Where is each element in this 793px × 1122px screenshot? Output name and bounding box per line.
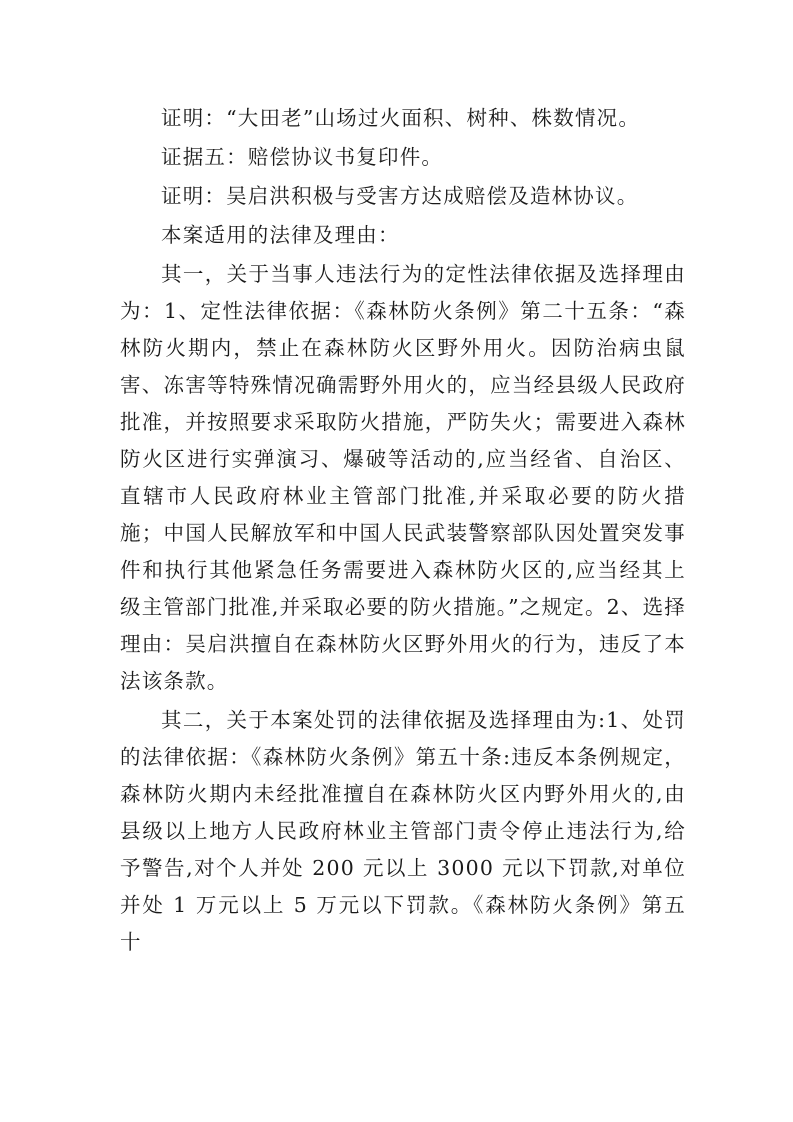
applicable-law-heading: 本案适用的法律及理由： (161, 223, 400, 247)
legal-basis-paragraph-2: 其二，关于本案处罚的法律依据及选择理由为:1、处罚的法律依据：《森林防火条例》第五十条:违反本条例规定，森林防火期内未经批准擅自在森林防火区内野外用火的,由县级以上地方人民政府林业主管部门责令停止违法行为,给予警告,对个人并处 200 元以上 3000 元以下罚款,对单位并处 1 万元以上 5 万元以下罚款。《森林防火条例》第五十 (120, 708, 686, 954)
evidence-5-paragraph: 证据五：赔偿协议书复印件。 (161, 145, 444, 169)
document-body (120, 100, 686, 961)
legal-basis-paragraph-1: 其一，关于当事人违法行为的定性法律依据及选择理由为：1、定性法律依据：《森林防火条例》第二十五条：“森林防火期内，禁止在森林防火区野外用火。因防治病虫鼠害、冻害等特殊情况确需野外用火的，应当经县级人民政府批准，并按照要求采取防火措施，严防失火；需要进入森林防火区进行实弹演习、爆破等活动的,应当经省、自治区、直辖市人民政府林业主管部门批准,并采取必要的防火措施；中国人民解放军和中国人民武装警察部队因处置突发事件和执行其他紧急任务需要进入森林防火区的,应当经其上级主管部门批准,并采取必要的防火措施。”之规定。2、选择理由：吴启洪擅自在森林防火区野外用火的行为，违反了本法该条款。 (120, 262, 686, 693)
evidence-5-proof-paragraph: 证明：吴启洪积极与受害方达成赔偿及造林协议。 (161, 184, 639, 208)
evidence-4-proof-paragraph: 证明：“大田老”山场过火面积、树种、株数情况。 (161, 106, 641, 130)
